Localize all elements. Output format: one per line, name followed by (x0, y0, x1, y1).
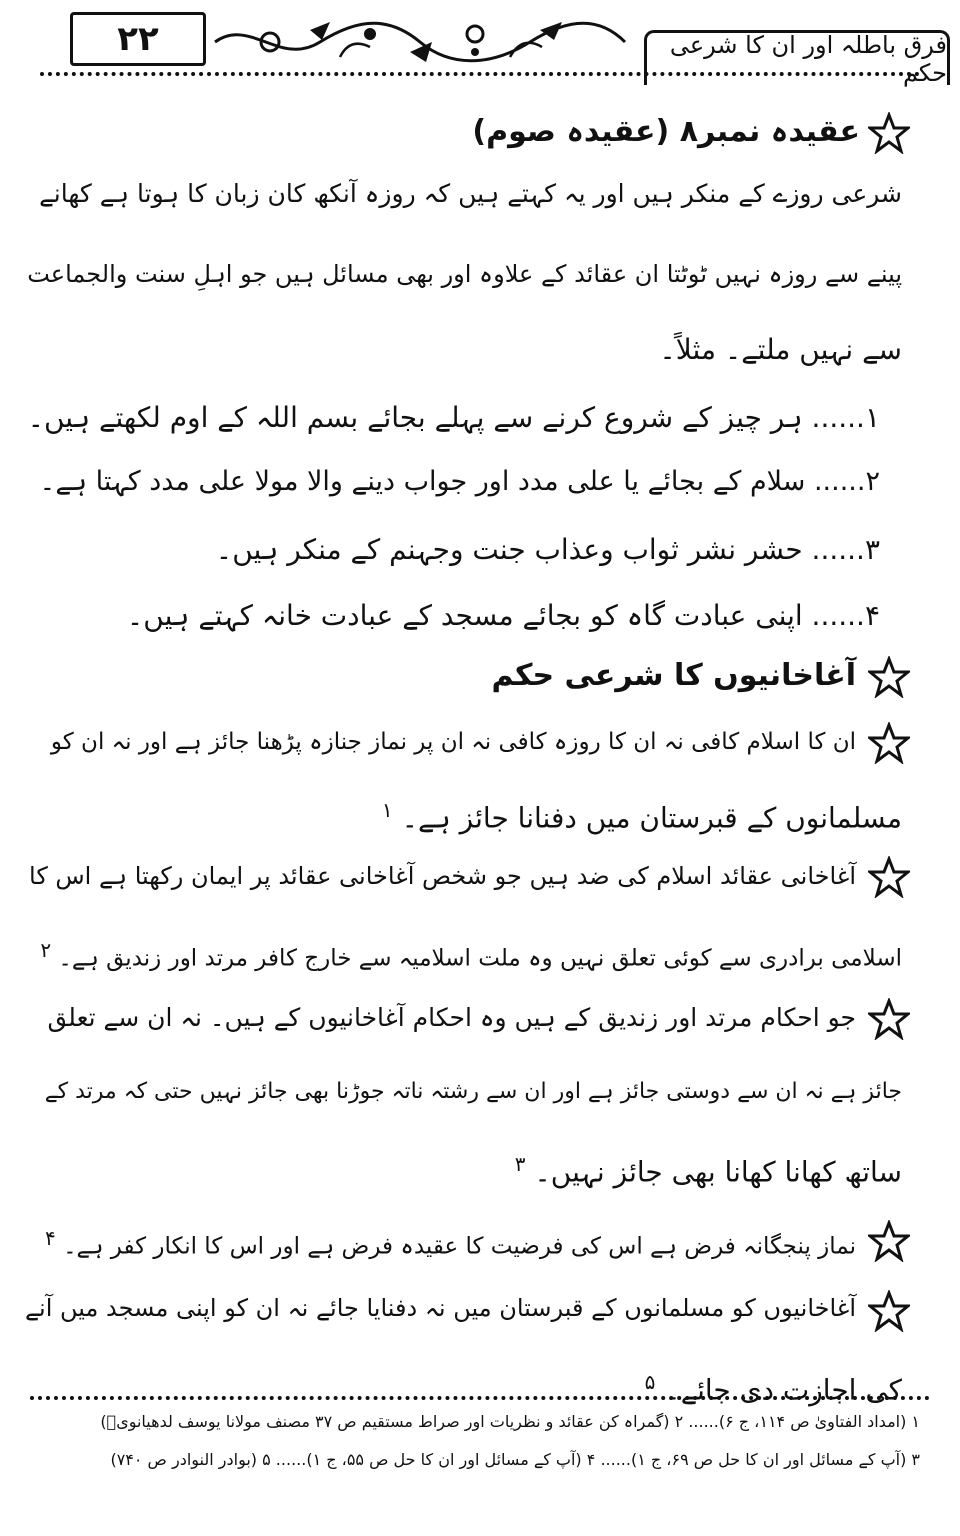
paragraph-line: پینے سے روزہ نہیں ٹوٹتا ان عقائد کے علاوہ اور بھی مسائل ہیں جو اہلِ سنت والجماعت (27, 260, 902, 288)
paragraph-line: ان کا اسلام کافی نہ ان کا روزہ کافی نہ ان پر نماز جنازہ پڑھنا جائز ہے اور نہ ان کو (50, 729, 856, 755)
list-item: ۳...... حشر نشر ثواب وعذاب جنت وجہنم کے منکر ہیں۔ (215, 533, 880, 566)
list-item: ۴...... اپنی عبادت گاہ کو بجائے مسجد کے عبادت خانہ کہتے ہیں۔ (126, 599, 880, 632)
paragraph-text: نماز پنجگانہ فرض ہے اس کی فرضیت کا عقیدہ فرض ہے اور اس کا انکار کفر ہے۔ (63, 1233, 856, 1260)
star-outline-icon (868, 656, 910, 698)
paragraph-line (382, 790, 902, 838)
paragraph-line: شرعی روزے کے منکر ہیں اور یہ کہتے ہیں کہ روزہ آنکھ کان زبان کا ہوتا ہے کھانے (39, 179, 902, 208)
chapter-title: فرق باطلہ اور ان کا شرعی حکم (644, 30, 950, 85)
page-header (40, 8, 950, 87)
paragraph-text: ساتھ کھانا کھانا بھی جائز نہیں۔ (534, 1155, 902, 1189)
paragraph-line (645, 1362, 902, 1410)
footnote-ref: ۴ (45, 1226, 56, 1250)
footnote-divider (30, 1396, 930, 1400)
footnote-ref: ۵ (644, 1370, 656, 1394)
footnote-ref: ۲ (40, 938, 52, 962)
paragraph-line: آغاخانی عقائد اسلام کی ضد ہیں جو شخص آغاخانی عقائد پر ایمان رکھتا ہے اس کا (29, 862, 856, 890)
footnote-ref: ۳ (514, 1152, 526, 1176)
paragraph-text: اسلامی برادری سے کوئی تعلق نہیں وہ ملت اسلامیہ سے خارج کافر مرتد اور زندیق ہے۔ (58, 945, 902, 972)
paragraph-line: آغاخانیوں کو مسلمانوں کے قبرستان میں نہ دفنایا جائے نہ ان کو اپنی مسجد میں آنے (24, 1294, 856, 1322)
paragraph-line (515, 1144, 902, 1192)
paragraph-line (40, 930, 902, 979)
paragraph-line: سے نہیں ملتے۔ مثلاً۔ (659, 333, 902, 366)
footnote-ref: ۱ (381, 798, 393, 822)
list-item: ۲...... سلام کے بجائے یا علی مدد اور جواب دینے والا مولا علی مدد کہتا ہے۔ (39, 466, 880, 497)
star-outline-icon (868, 1290, 910, 1332)
paragraph-text: مسلمانوں کے قبرستان میں دفنانا جائز ہے۔ (401, 801, 902, 835)
list-item: ۱...... ہر چیز کے شروع کرنے سے پہلے بجائے بسم اللہ کے اوم لکھتے ہیں۔ (27, 401, 880, 434)
section-heading-ruling: آغاخانیوں کا شرعی حکم (491, 658, 856, 693)
paragraph-line: جائز ہے نہ ان سے دوستی جائز ہے اور ان سے رشتہ ناتہ جوڑنا بھی جائز نہیں حتی کہ مرتد کے (44, 1079, 902, 1104)
star-outline-icon (868, 856, 910, 898)
paragraph-text: کی اجازت دی جائے۔ (664, 1373, 902, 1407)
paragraph-line: جو احکام مرتد اور زندیق کے ہیں وہ احکام آغاخانیوں کے ہیں۔ نہ ان سے تعلق (47, 1003, 856, 1032)
footnote-line: ۳ (آپ کے مسائل اور ان کا حل ص ۶۹، ج ۱)...... ۴ (آپ کے مسائل اور ان کا حل ص ۵۵، ج ۱)...... ۵ (بوادر النوادر ص ۷۴۰) (110, 1450, 920, 1469)
star-outline-icon (868, 112, 910, 154)
star-outline-icon (868, 998, 910, 1040)
star-outline-icon (868, 722, 910, 764)
paragraph-line (45, 1218, 856, 1267)
header-divider (40, 72, 920, 76)
section-heading-aqeeda-8: عقیدہ نمبر۸ (عقیدہ صوم) (472, 114, 860, 149)
floral-vine-ornament (210, 12, 630, 68)
page-number: ۲۲ (70, 12, 206, 66)
footnote-line: ۱ (امداد الفتاویٰ ص ۱۱۴، ج ۶)...... ۲ (گمراہ کن عقائد و نظریات اور صراط مستقیم ص ۳۷ مصنف مولانا یوسف لدھیانویؒ) (100, 1412, 920, 1431)
star-outline-icon (868, 1220, 910, 1262)
